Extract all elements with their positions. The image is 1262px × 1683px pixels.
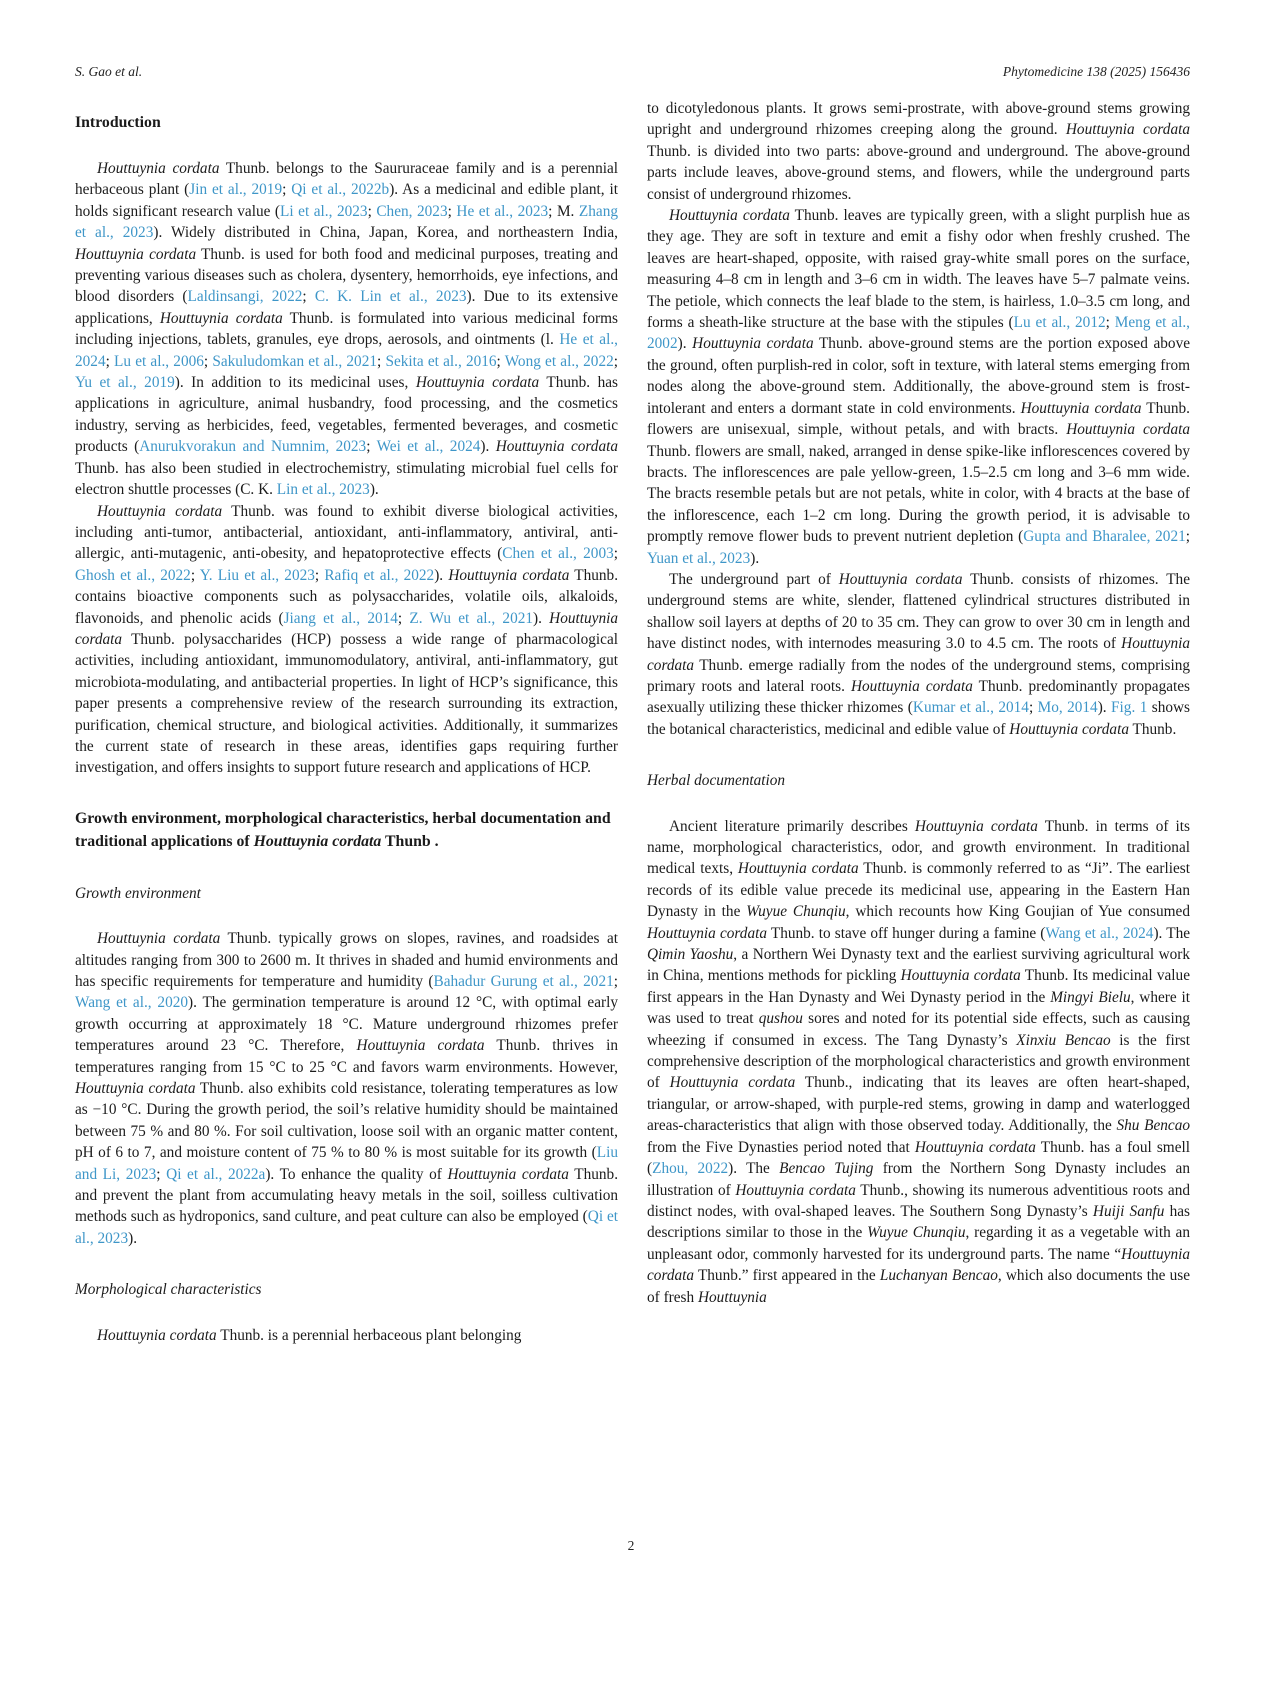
body-text: ).	[369, 481, 379, 499]
left-column	[75, 98, 618, 1346]
body-text: Thunb. was found to exhibit diverse biological activities, including anti-tumor, antibacterial, antioxidant, anti-inflammatory, antiviral, anti-allergic, anti-mutagenic, anti-obesity, and hepatoprotective effects (	[75, 502, 618, 563]
subsection-heading	[647, 770, 1190, 791]
body-text: Thunb. contains bioactive components such as polysaccharides, volatile oils, alkaloids, flavonoids, and phenolic acids (	[75, 566, 619, 627]
citation-link[interactable]: Wong et al., 2022	[504, 352, 614, 370]
body-text: ;	[377, 352, 386, 370]
body-text: Thunb. predominantly propagates asexually utilizing these thicker rhizomes (	[647, 677, 1190, 717]
body-text: ).	[480, 438, 496, 456]
citation-link[interactable]: Lu et al., 2012	[1013, 314, 1106, 332]
body-text: , regarding it as a vegetable with an unpleasant odor, commonly harvested for its underground parts. The name “	[647, 1224, 1190, 1263]
italic-text: Houttuynia	[914, 1138, 984, 1156]
body-text: Growth environment	[75, 884, 201, 902]
body-text: Thunb. to stave off hunger during a famine (	[767, 924, 1046, 942]
italic-text: Xinxiu Bencao	[1016, 1031, 1111, 1049]
section-heading	[75, 807, 618, 853]
body-text: ).	[533, 609, 550, 627]
body-text: Thunb. leaves are typically green, with a slight purplish hue as they age. They are soft in texture and emit a fishy odor when freshly crushed. The leaves are heart-shaped, opposite, with raised gray-white small pores on the surface, measuring 4–8 cm in length and 3–6 cm in width. The leaves have 5–7 palmate veins. The petiole, which connects the leaf blade to the stem, is hairless, 1.0–3.5 cm long, and forms a sheath-like structure at the base with the stipules (	[647, 207, 1190, 332]
italic-text: Shu Bencao	[1116, 1117, 1190, 1135]
body-text: sores and noted for its potential side effects, such as causing wheezing if consumed in excess. The Tang Dynasty’s	[647, 1010, 1190, 1049]
citation-link[interactable]: Chen et al., 2003	[502, 545, 614, 563]
italic-text: Houttuynia cordata	[647, 924, 767, 942]
body-text: Thunb .	[381, 832, 439, 850]
citation-link[interactable]: Rafiq et al., 2022	[324, 566, 435, 584]
body-text: ;	[190, 566, 200, 584]
citation-link[interactable]: Jiang et al., 2014	[283, 609, 398, 627]
body-text: ). Widely distributed in China, Japan, Korea, and northeastern India,	[153, 224, 618, 242]
italic-text: Houttuynia cordata	[1065, 121, 1190, 139]
body-text: ;	[367, 202, 377, 220]
citation-link[interactable]: Bahadur Gurung et al., 2021	[433, 973, 614, 990]
body-text: Thunb. is divided into two parts: above-ground and underground. The above-ground parts include leaves, above-ground stems, and flowers, while the underground parts consist of underground rhizomes.	[647, 142, 1190, 203]
body-text: Thunb. has applications in agriculture, animal husbandry, food processing, and the cosmetics industry, serving as herbicides, feed, vegetables, fermented beverages, and cosmetic products (	[75, 374, 619, 456]
body-text: ; M.	[548, 202, 579, 220]
italic-text: Houttuynia cordata	[495, 438, 618, 456]
italic-text: Houttuynia cordata	[97, 1326, 217, 1344]
italic-text: Houttuynia cordata	[692, 335, 814, 353]
two-column-content	[75, 98, 1190, 1346]
body-text: Thunb. is used for both food and medicinal purposes, treating and preventing various diseases such as cholera, dysentery, hemorrhoids, eye infections, and blood disorders (	[75, 245, 618, 306]
body-text: ;	[156, 1165, 167, 1183]
italic-text: Houttuynia cordata	[838, 570, 963, 588]
citation-link[interactable]: Wei et al., 2024	[376, 438, 481, 456]
citation-link[interactable]: Qi et al., 2022b	[291, 181, 390, 199]
italic-text: Houttuynia cordata	[447, 1165, 569, 1183]
citation-link[interactable]: Gupta and Bharalee, 2021	[1023, 528, 1186, 546]
italic-text: Houttuynia cordata	[97, 930, 221, 948]
body-text: ;	[496, 352, 505, 370]
body-text: to dicotyledonous plants. It grows semi-prostrate, with above-ground stems growing upright and underground rhizomes creeping along the ground.	[647, 100, 1190, 139]
italic-text: Houttuynia cordata	[253, 832, 382, 850]
body-text: ). As a medicinal and edible plant, it holds significant research value (	[75, 181, 618, 220]
body-text: from the Five Dynasties period noted that	[647, 1138, 915, 1156]
body-text: Thunb. emerge radially from the nodes of the underground stems, comprising primary roots and lateral roots.	[647, 656, 1190, 695]
citation-link[interactable]: Kumar et al., 2014	[912, 699, 1029, 717]
body-text: Thunb. belongs to the Saururaceae family and is a perennial herbaceous plant (	[75, 160, 619, 199]
body-text: Thunb. is commonly referred to as “Ji”. The earliest records of its edible value precede its medicinal use, appearing in the Eastern Han Dynasty in the	[647, 860, 1191, 921]
italic-text: Houttuynia cordata	[737, 860, 859, 878]
body-text: ). The	[1153, 924, 1191, 942]
body-text: Thunb., indicating that its leaves are often heart-shaped, triangular, or arrow-shaped, with purple-red stems, growing in damp and waterlogged areas-characteristics that align with those observed today. Additionally, the	[647, 1074, 1190, 1135]
italic-text: Houttuynia cordata	[735, 1181, 856, 1199]
body-text: ;	[1105, 314, 1115, 332]
body-text: Thunb. consists of rhizomes. The underground stems are white, slender, flattened cylindrical structures distributed in shallow soil layers at depths of 20 to 35 cm. They can grow to over 30 cm in length and have distinct nodes, with internodes measuring 3.0 to 4.5 cm. The roots of	[647, 570, 1190, 653]
body-text: Thunb., showing its numerous adventitious roots and distinct nodes, with oval-shaped leaves. The Southern Song Dynasty’s	[647, 1181, 1190, 1220]
italic-text: Houttuynia cordata	[669, 207, 790, 225]
paragraph	[647, 569, 1190, 740]
body-text: ). The germination temperature is around 12 °C, with optimal early growth occurring at approximately 18 °C. Mature underground rhizomes prefer temperatures around 23 °C. Therefore,	[75, 994, 618, 1055]
paragraph	[75, 1325, 618, 1346]
body-text: , where it was used to treat	[647, 988, 1191, 1028]
body-text: ;	[447, 202, 457, 220]
italic-text: Houttuynia cordata	[647, 635, 1190, 674]
body-text: ).	[1097, 699, 1112, 717]
body-text: Thunb. in terms of its name, morphological characteristics, odor, and growth environment. In traditional medical texts,	[647, 817, 1191, 878]
paragraph	[75, 501, 618, 779]
page-number: 2	[627, 1538, 635, 1553]
paragraph	[647, 98, 1190, 205]
body-text: is the first comprehensive description of the morphological characteristics and growth environment of	[647, 1031, 1191, 1092]
body-text: Thunb. is formulated into various medicinal forms including injections, tablets, granules, eye drops, aerosols, and ointments (l.	[75, 309, 618, 349]
body-text: The underground part of	[669, 570, 839, 588]
italic-text: Houttuynia cordata	[75, 1080, 196, 1098]
body-text: Thunb. above-ground stems are the portion exposed above the ground, often purplish-red in color, soft in texture, with lateral stems emerging from nodes along the above-ground stem. Additionally, the above-ground stem is frost-intolerant and enters a dormant state in cold environments.	[647, 335, 1191, 417]
italic-text: cordata	[988, 1138, 1036, 1156]
body-text: ;	[1185, 528, 1191, 546]
body-text: Thunb. and prevent the plant from accumulating heavy metals in the soil, soilless cultivation methods such as hydroponics, sand culture, and peat culture can also be employed (	[75, 1165, 619, 1226]
italic-text: Houttuynia cordata	[97, 502, 223, 520]
citation-link[interactable]: Laldinsangi, 2022	[187, 288, 303, 306]
citation-link[interactable]: Qi et al., 2023	[75, 1208, 618, 1247]
body-text: Thunb. has a foul smell (	[647, 1138, 1190, 1178]
italic-text: Houttuynia cordata	[1020, 399, 1142, 417]
italic-text: Mingyi Bielu	[1050, 988, 1131, 1006]
body-text: ). The	[728, 1160, 780, 1178]
body-text: Introduction	[75, 114, 161, 131]
italic-text: Houttuynia cordata	[75, 609, 619, 648]
italic-text: Houttuynia cordata	[75, 245, 197, 263]
body-text: Thunb. typically grows on slopes, ravines, and roadsides at altitudes ranging from 300 to 2600 m. It thrives in shaded and humid environments and has specific requirements for temperature and humidity (	[75, 930, 618, 990]
body-text: ;	[105, 352, 115, 370]
paragraph	[75, 928, 618, 1249]
body-text: Thunb. also exhibits cold resistance, tolerating temperatures as low as −10 °C. During the growth period, the soil’s relative humidity should be maintained between 75 % and 80 %. For soil cultivation, loose soil with an organic matter content, pH of 6 to 7, and moisture content of 75 % to 80 % is most suitable for its growth (	[75, 1080, 619, 1162]
body-text: Thunb. flowers are small, naked, arranged in dense spike-like inflorescences covered by bracts. The inflorescences are pale yellow-green, 1.5–2.5 cm long and 3–6 mm wide. The bracts resemble petals but are not petals, white in color, with 4 bracts at the base of the inflorescence, each 1–2 cm long. During the growth period, it is advisable to promptly remove flower buds to prevent nutrient depletion (	[647, 442, 1190, 546]
citation-link[interactable]: Y. Liu et al., 2023	[199, 566, 315, 584]
body-text: ).	[750, 549, 760, 567]
citation-link[interactable]: Lu et al., 2006	[114, 352, 204, 370]
italic-text: Luchanyan Bencao	[879, 1267, 998, 1285]
body-text: , which also documents the use of fresh	[647, 1267, 1190, 1306]
citation-link[interactable]: Liu and Li, 2023	[75, 1144, 618, 1183]
citation-link[interactable]: Wang et al., 2020	[75, 994, 189, 1012]
running-head-authors: S. Gao et al.	[75, 64, 143, 79]
italic-text: Wuyue Chunqiu	[746, 903, 846, 921]
body-text: Thunb. Its medicinal value first appears in the Han Dynasty and Wei Dynasty period in the	[647, 967, 1190, 1006]
italic-text: Houttuynia cordata	[850, 677, 973, 695]
body-text: , a Northern Wei Dynasty text and the earliest surviving agricultural work in China, mentions methods for pickling	[647, 946, 1191, 985]
body-text: ;	[282, 181, 292, 199]
citation-link[interactable]: Yuan et al., 2023	[647, 549, 751, 567]
subsection-heading	[75, 1279, 618, 1300]
right-column	[647, 98, 1190, 1346]
italic-text: Houttuynia cordata	[356, 1037, 485, 1055]
body-text: ;	[203, 352, 213, 370]
body-text: ).	[128, 1229, 138, 1247]
citation-link[interactable]: Sekita et al., 2016	[385, 352, 497, 370]
italic-text: Houttuynia cordata	[914, 817, 1038, 835]
body-text: ;	[366, 438, 377, 456]
body-text: ;	[302, 288, 315, 306]
paragraph	[647, 205, 1190, 569]
body-text: ;	[613, 352, 618, 370]
citation-link[interactable]: Wang et al., 2024	[1045, 924, 1154, 942]
citation-link[interactable]: Ghosh et al., 2022	[75, 566, 191, 584]
citation-link[interactable]: Li et al., 2023	[280, 202, 368, 220]
italic-text: Houttuynia cordata	[159, 309, 283, 327]
subsection-heading	[75, 883, 618, 904]
paragraph	[647, 816, 1190, 1308]
body-text: ).	[434, 566, 449, 584]
italic-text: Houttuynia cordata	[97, 160, 220, 177]
body-text: ;	[1028, 699, 1038, 717]
body-text: , which recounts how King Goujian of Yue consumed	[845, 903, 1190, 921]
body-text: ). Due to its extensive applications,	[75, 288, 618, 327]
body-text: ;	[314, 566, 325, 584]
italic-text: Houttuynia cordata	[448, 566, 570, 584]
body-text: Ancient literature primarily describes	[669, 817, 915, 835]
italic-text: Houttuynia cordata	[900, 967, 1021, 985]
citation-link[interactable]: Sakuludomkan et al., 2021	[212, 352, 377, 370]
italic-text: Bencao Tujing	[779, 1160, 874, 1178]
citation-link[interactable]: Mo, 2014	[1037, 699, 1098, 717]
italic-text: Huiji Sanfu	[1092, 1202, 1165, 1220]
italic-text: qushou	[758, 1010, 803, 1028]
body-text: ;	[397, 609, 410, 627]
citation-link[interactable]: Jin et al., 2019	[189, 181, 283, 199]
running-head	[75, 64, 1190, 80]
body-text: ). In addition to its medicinal uses,	[174, 374, 416, 392]
figure-reference-link[interactable]: Fig. 1	[1111, 699, 1148, 717]
body-text: Thunb. is a perennial herbaceous plant belonging	[216, 1326, 522, 1344]
section-heading	[75, 112, 618, 134]
body-text: Thunb. polysaccharides (HCP) possess a wide range of pharmacological activities, including antioxidant, immunomodulatory, antiviral, anti-inflammatory, gut microbiota-modulating, and antibacterial properties. In light of HCP’s significance, this paper presents a comprehensive review of the research surrounding its extraction, purification, chemical structure, and biological activities. Additionally, it summarizes the current state of research in these areas, identifies gaps requiring further investigation, and offers insights to support future research and applications of HCP.	[75, 630, 618, 777]
body-text: shows the botanical characteristics, medicinal and edible value of	[647, 699, 1191, 738]
italic-text: Wuyue Chunqiu	[867, 1224, 966, 1242]
citation-link[interactable]: Qi et al., 2022a	[166, 1165, 266, 1183]
italic-text: Qimin Yaoshu	[647, 946, 734, 964]
citation-link[interactable]: He et al., 2024	[75, 331, 618, 370]
citation-link[interactable]: Meng et al., 2002	[647, 314, 1190, 353]
citation-link[interactable]: Yu et al., 2019	[75, 374, 175, 392]
citation-link[interactable]: Zhou, 2022	[652, 1160, 729, 1178]
italic-text: Houttuynia cordata	[647, 1245, 1190, 1285]
citation-link[interactable]: Z. Wu et al., 2021	[409, 609, 534, 627]
italic-text: Houttuynia cordata	[415, 374, 540, 392]
citation-link[interactable]: He et al., 2023	[456, 202, 549, 220]
body-text: Thunb.	[1128, 720, 1177, 738]
body-text: Thunb.” first appeared in the	[694, 1267, 880, 1285]
body-text: from the Northern Song Dynasty includes an illustration of	[647, 1160, 1190, 1199]
body-text: Thunb. has also been studied in electrochemistry, stimulating microbial fuel cells for electron shuttle processes (C. K.	[75, 459, 618, 499]
italic-text: Houttuynia cordata	[1009, 720, 1129, 738]
body-text: ).	[677, 335, 693, 353]
running-head-journal: Phytomedicine 138 (2025) 156436	[1002, 64, 1190, 79]
body-text: Growth environment, morphological characteristics, herbal documentation and traditional applications of	[75, 809, 611, 850]
citation-link[interactable]: Lin et al., 2023	[276, 481, 370, 499]
italic-text: Houttuynia	[697, 1288, 767, 1306]
italic-text: Houttuynia cordata	[669, 1074, 796, 1092]
citation-link[interactable]: C. K. Lin et al., 2023	[314, 288, 467, 306]
body-text: Herbal documentation	[647, 772, 786, 790]
body-text: Thunb. flowers are unisexual, simple, without petals, and with bracts.	[647, 399, 1190, 439]
italic-text: Houttuynia cordata	[1066, 421, 1190, 439]
body-text: Morphological characteristics	[75, 1281, 262, 1299]
citation-link[interactable]: Anurukvorakun and Numnim, 2023	[139, 438, 367, 456]
body-text: Thunb. thrives in temperatures ranging from 15 °C to 25 °C and favors warm environments. However,	[75, 1037, 618, 1076]
citation-link[interactable]: Chen, 2023	[376, 202, 448, 220]
paragraph	[75, 158, 618, 501]
body-text: ;	[613, 973, 618, 990]
body-text: has descriptions similar to those in the	[647, 1202, 1190, 1242]
body-text: ). To enhance the quality of	[265, 1165, 448, 1183]
citation-link[interactable]: Zhang et al., 2023	[75, 202, 619, 242]
body-text: ;	[613, 545, 618, 563]
